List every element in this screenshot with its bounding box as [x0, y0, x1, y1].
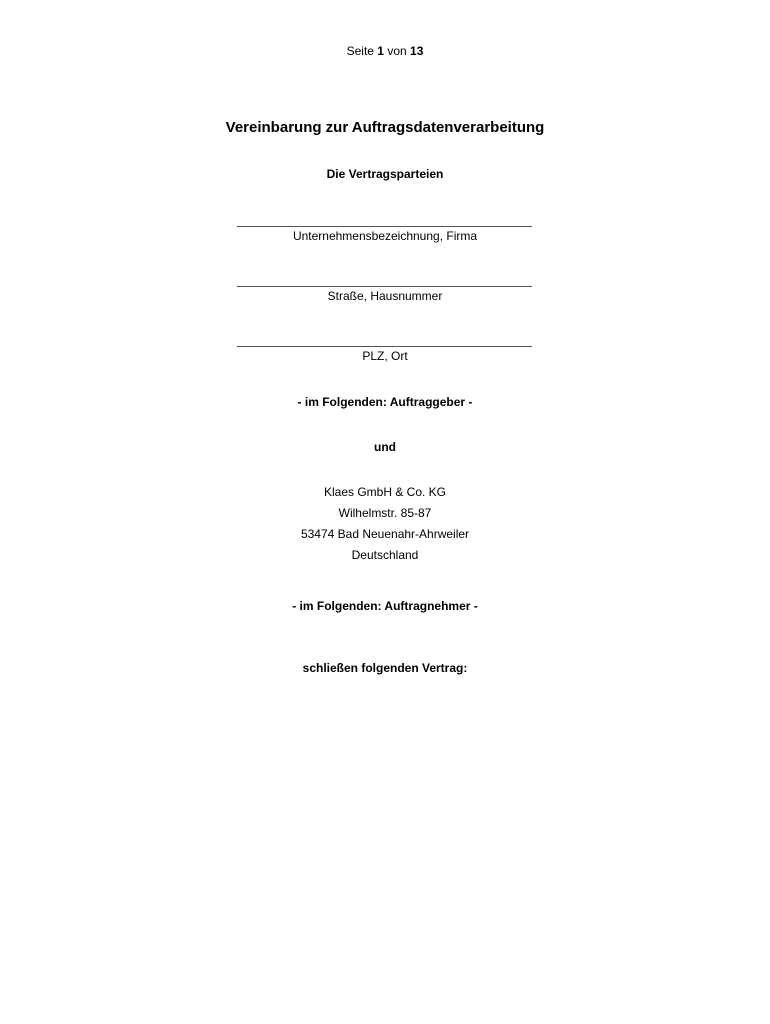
- contractor-city: 53474 Bad Neuenahr-Ahrweiler: [300, 527, 470, 541]
- client-role-text: - im Folgenden: Auftraggeber -: [297, 395, 473, 409]
- company-name-line: [237, 226, 532, 227]
- contractor-name: Klaes GmbH & Co. KG: [323, 485, 447, 499]
- page-label: Seite: [346, 44, 374, 58]
- page-number-header: [0, 44, 770, 58]
- street-line: [237, 286, 532, 287]
- zip-city-line: [237, 346, 532, 347]
- contractor-street: Wilhelmstr. 85-87: [338, 506, 432, 520]
- total-pages-number: 13: [410, 44, 424, 58]
- conjunction-text: und: [374, 440, 396, 454]
- contractor-country: Deutschland: [351, 548, 419, 562]
- current-page-number: 1: [377, 44, 384, 58]
- page-separator: von: [387, 44, 407, 58]
- contractor-role-text: - im Folgenden: Auftragnehmer -: [292, 599, 478, 613]
- company-name-label: Unternehmensbezeichnung, Firma: [292, 229, 478, 243]
- parties-heading: Die Vertragsparteien: [326, 167, 444, 181]
- document-title: Vereinbarung zur Auftragsdatenverarbeitung: [225, 119, 545, 136]
- street-label: Straße, Hausnummer: [327, 289, 443, 303]
- zip-city-label: PLZ, Ort: [362, 349, 408, 363]
- closing-text: schließen folgenden Vertrag:: [302, 661, 468, 675]
